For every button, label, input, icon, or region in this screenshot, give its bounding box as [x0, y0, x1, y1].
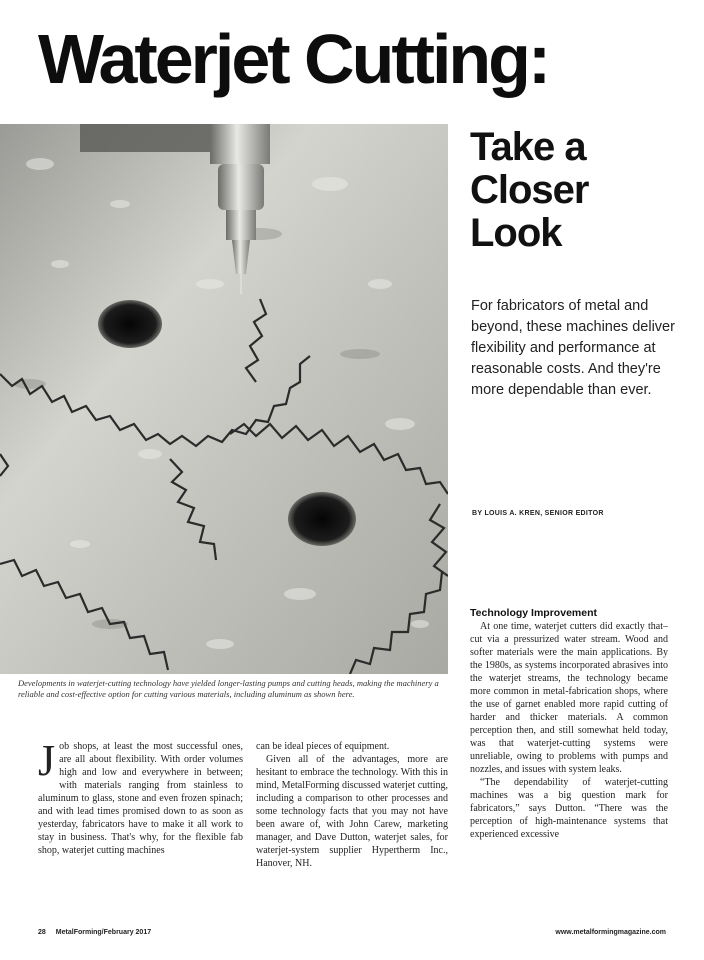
- waterjet-photo: [0, 124, 448, 674]
- photo-caption: Developments in waterjet-cutting technology have yielded longer-lasting pumps and cutting heads, making the machinery a reliable and cost-effective option for cutting various materials, including aluminum as shown here.: [18, 678, 439, 699]
- gear-hole: [288, 492, 356, 546]
- drop-cap: J: [38, 736, 56, 785]
- article-subtitle: Take a Closer Look: [470, 125, 589, 255]
- section-heading: Technology Improvement: [470, 607, 597, 619]
- body-paragraph: At one time, waterjet cutters did exactly that–cut via a pressurized water stream. Wood and softer materials were the main applications. By the 1980s, as systems incorporated abrasives into the waterjet streams, the technology became more common in metal-fabrication shops, where the use of garnet enabled more rapid cutting of harder and thicker materials. A common perception then, and still somewhat held today, was that waterjet-cutting systems were unreliable, owing to problems with pumps and nozzles, and issues with system leaks.: [470, 621, 668, 775]
- gear-hole: [98, 300, 162, 348]
- footer-website: www.metalformingmagazine.com: [555, 929, 666, 936]
- page-number: 28: [38, 929, 46, 936]
- footer-folio: [38, 929, 161, 936]
- article-title: Waterjet Cutting:: [38, 20, 549, 98]
- body-paragraph: ob shops, at least the most successful ones, are all about flexibility. With order volumes high and low and everywhere in between; with materials ranging from stainless to aluminum to glass, stone and even frozen spinach; and with lead times promised down to as soon as yesterday, fabricators have to make it all work to stay in business. That's why, for the flexible fab shop, waterjet cutting machines: [38, 741, 243, 856]
- byline: BY LOUIS A. KREN, SENIOR EDITOR: [472, 510, 604, 517]
- body-paragraph: can be ideal pieces of equipment.: [256, 741, 390, 752]
- body-paragraph: “The dependability of waterjet-cutting machines was a big question mark for fabricators,” says Dutton. “There was the perception of high-maintenance systems that experienced excessive: [470, 777, 668, 840]
- body-column-2: [256, 740, 448, 870]
- body-paragraph: Given all of the advantages, more are hesitant to embrace the technology. With this in mind, MetalForming discussed waterjet cutting, including a comparison to other processes and some technology facts that you may not have been aware of, with John Carew, marketing manager, and Dave Dutton, waterjet sales, for waterjet-system supplier Hypertherm Inc., Hanover, NH.: [256, 754, 448, 869]
- body-column-1: [38, 736, 243, 857]
- body-column-3: [470, 606, 668, 841]
- article-dek: For fabricators of metal and beyond, these machines deliver flexibility and performance at reasonable costs. And they're more dependable than ever.: [471, 298, 675, 398]
- issue-label: MetalForming/February 2017: [55, 929, 152, 936]
